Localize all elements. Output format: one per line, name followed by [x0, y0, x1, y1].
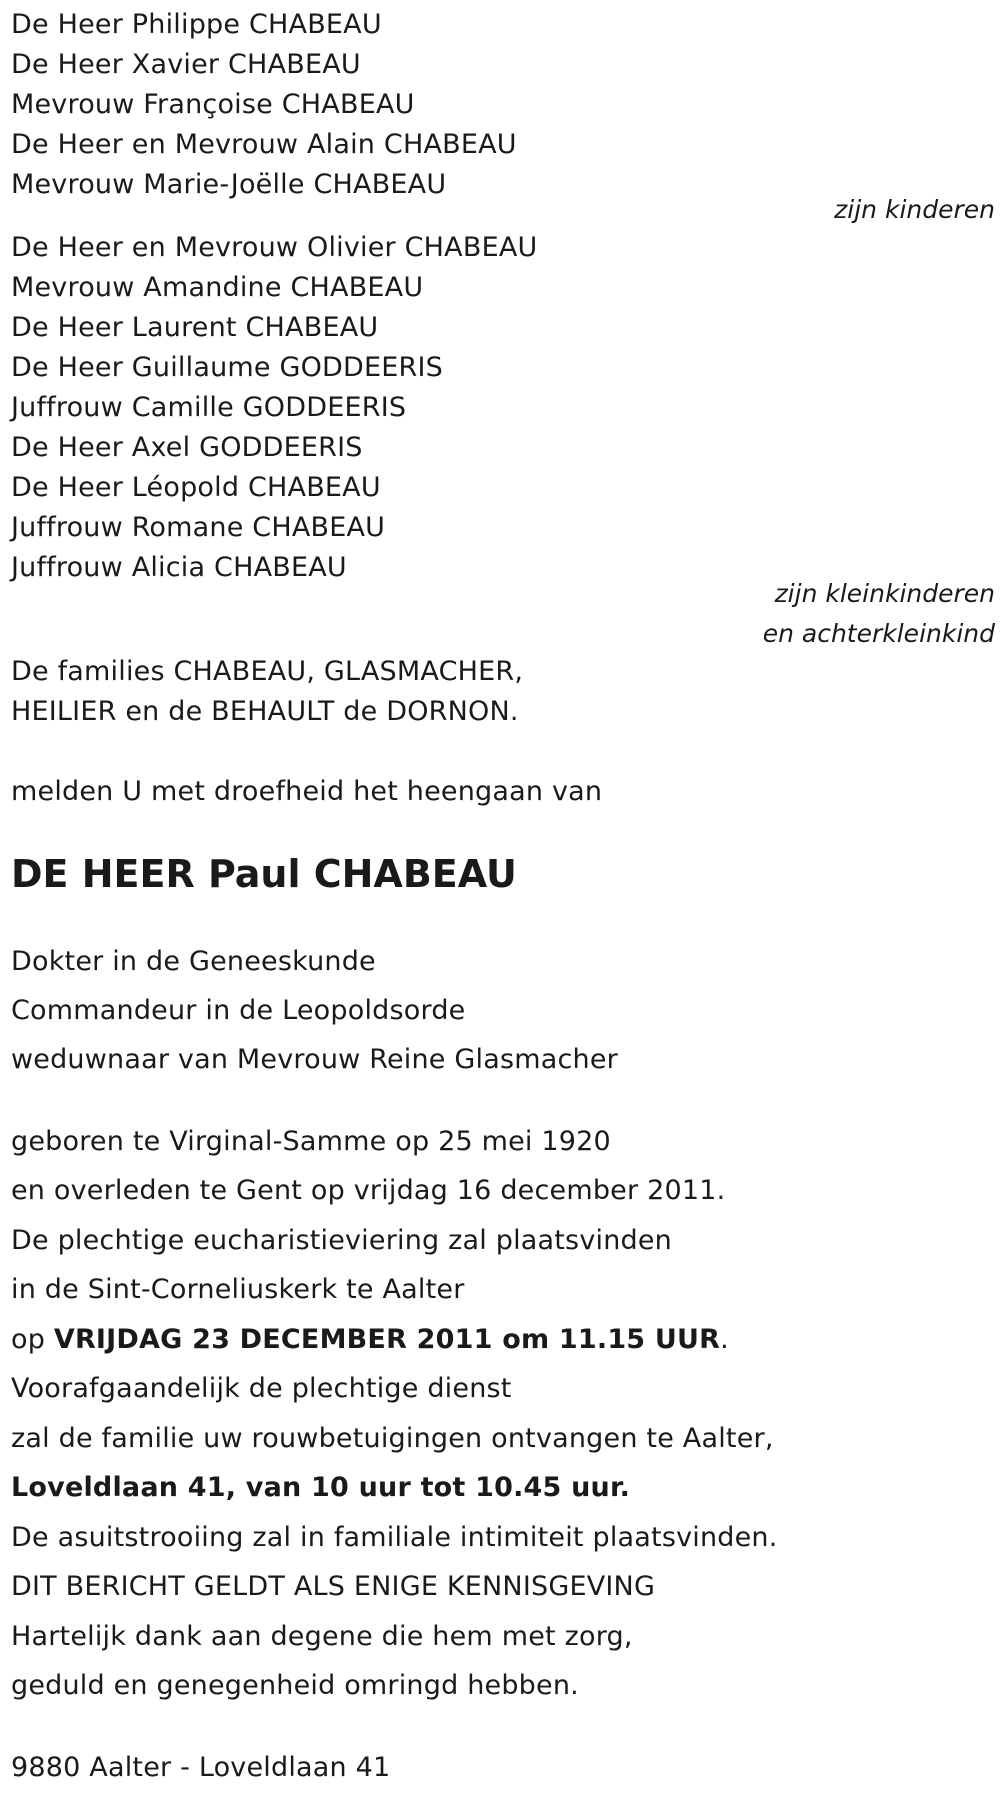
title-line: Commandeur in de Leopoldsorde [11, 995, 466, 1026]
condolence-line: Voorafgaandelijk de plechtige dienst [11, 1373, 512, 1404]
child-name: De Heer Philippe CHABEAU [11, 9, 382, 40]
announcement: melden U met droefheid het heengaan van [11, 776, 603, 807]
notice-line: DIT BERICHT GELDT ALS ENIGE KENNISGEVING [11, 1571, 656, 1602]
condolence-line: zal de familie uw rouwbetuigingen ontvangen te Aalter, [11, 1423, 774, 1454]
birth-line: geboren te Virginal-Samme op 25 mei 1920 [11, 1126, 611, 1157]
ceremony-line: De plechtige eucharistieviering zal plaatsvinden [11, 1225, 672, 1256]
ceremony-date-line [11, 1322, 729, 1358]
child-name: Mevrouw Marie-Joëlle CHABEAU [11, 169, 447, 200]
grandchild-name: De Heer en Mevrouw Olivier CHABEAU [11, 232, 538, 263]
deceased-name: DE HEER Paul CHABEAU [11, 852, 517, 896]
title-line: weduwnaar van Mevrouw Reine Glasmacher [11, 1044, 618, 1075]
thanks-line: Hartelijk dank aan degene die hem met zorg, [11, 1621, 633, 1652]
families-line: HEILIER en de BEHAULT de DORNON. [11, 696, 519, 727]
grandchild-name: De Heer Léopold CHABEAU [11, 472, 381, 503]
child-name: De Heer en Mevrouw Alain CHABEAU [11, 129, 517, 160]
grandchild-name: De Heer Guillaume GODDEERIS [11, 352, 444, 383]
grandchild-name: Juffrouw Alicia CHABEAU [11, 552, 347, 583]
child-name: Mevrouw Françoise CHABEAU [11, 89, 415, 120]
grandchild-name: Juffrouw Romane CHABEAU [11, 512, 386, 543]
home-address: 9880 Aalter - Loveldlaan 41 [11, 1752, 391, 1783]
condolence-address: Loveldlaan 41, van 10 uur tot 10.45 uur. [11, 1472, 631, 1503]
ceremony-date: VRIJDAG 23 DECEMBER 2011 om 11.15 UUR [53, 1324, 721, 1355]
thanks-line: geduld en genegenheid omringd hebben. [11, 1670, 579, 1701]
grandchild-name: De Heer Laurent CHABEAU [11, 312, 379, 343]
grandchild-name: Juffrouw Camille GODDEERIS [11, 392, 407, 423]
families-line: De families CHABEAU, GLASMACHER, [11, 656, 524, 687]
date-suffix: . [720, 1324, 729, 1355]
ashes-line: De asuitstrooiing zal in familiale intimiteit plaatsvinden. [11, 1522, 778, 1553]
ceremony-line: in de Sint-Corneliuskerk te Aalter [11, 1274, 465, 1305]
grandchildren-label: zijn kleinkinderen [774, 579, 995, 608]
children-label: zijn kinderen [834, 195, 995, 224]
title-line: Dokter in de Geneeskunde [11, 946, 376, 977]
grandchild-name: Mevrouw Amandine CHABEAU [11, 272, 424, 303]
great-grandchild-label: en achterkleinkind [762, 619, 995, 648]
date-prefix: op [11, 1324, 54, 1355]
death-line: en overleden te Gent op vrijdag 16 december 2011. [11, 1175, 726, 1206]
child-name: De Heer Xavier CHABEAU [11, 49, 361, 80]
grandchild-name: De Heer Axel GODDEERIS [11, 432, 363, 463]
